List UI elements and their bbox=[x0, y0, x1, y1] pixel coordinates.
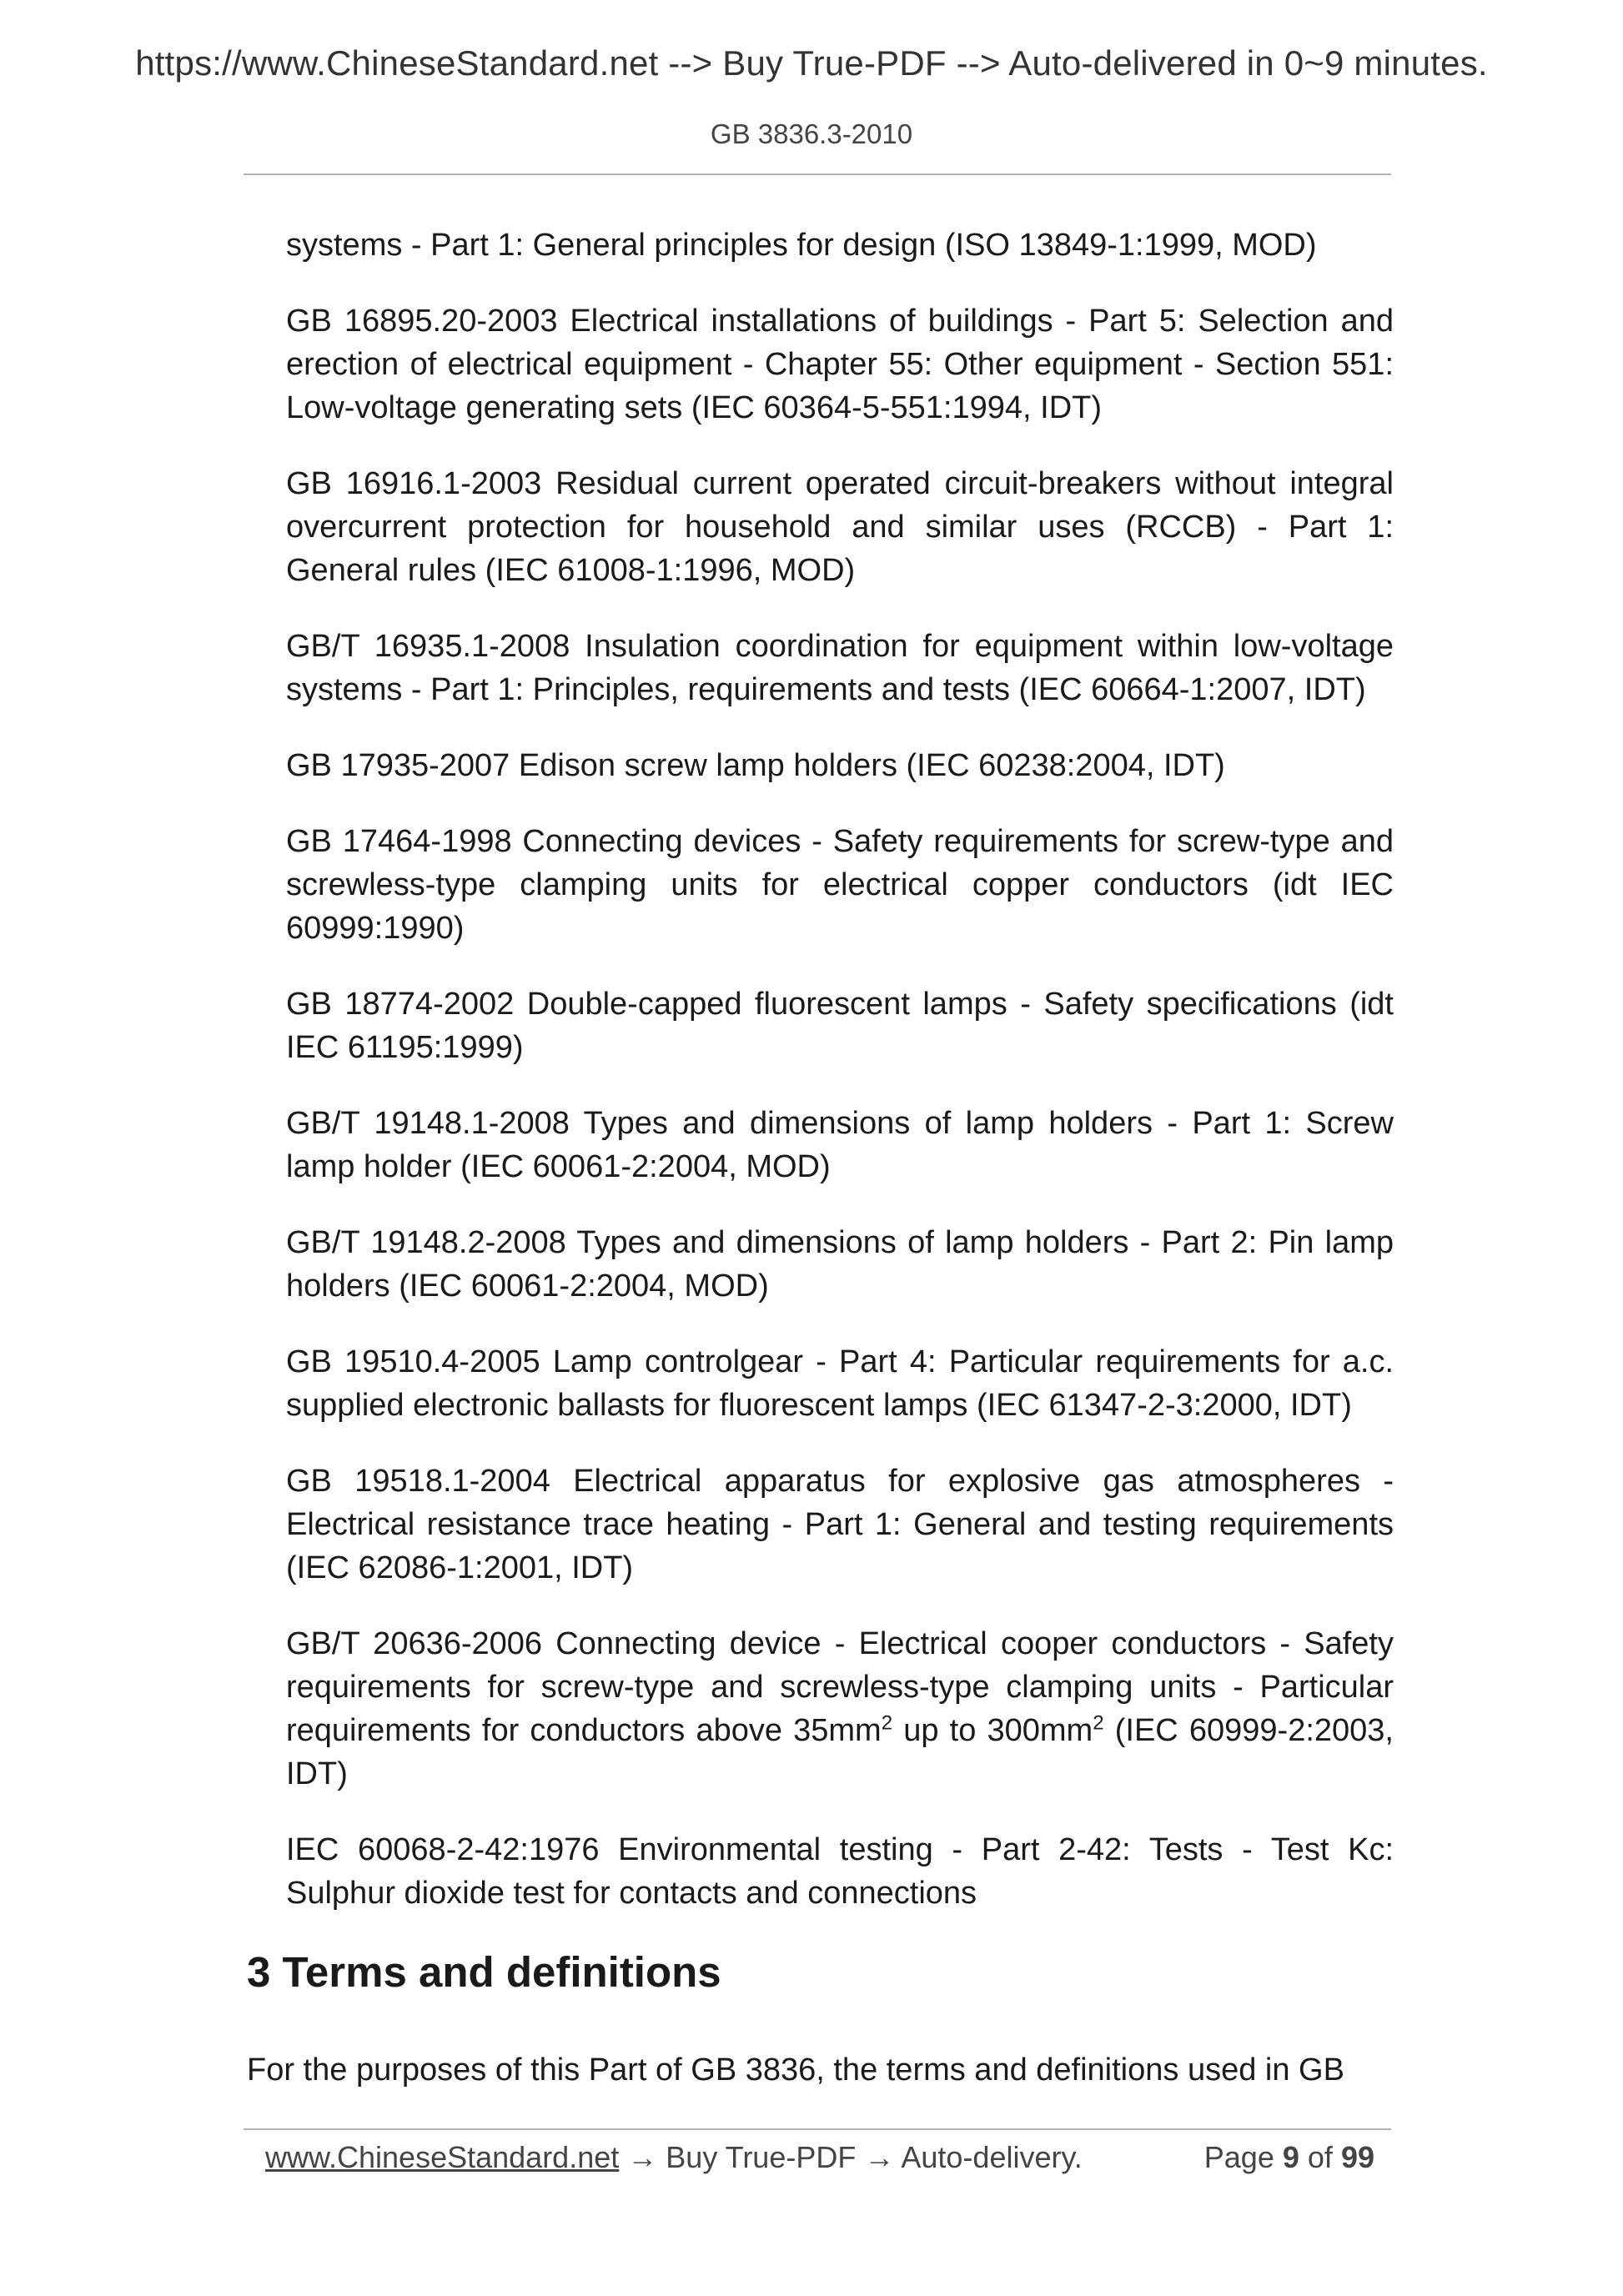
footer-divider bbox=[244, 2128, 1391, 2130]
reference-text: GB/T 20636-2006 Connecting device - Electrical cooper conductors - Safety requirements for screw-type and screwless-type clamping units - Particular requirements for conductors above 35mm bbox=[286, 1626, 1394, 1748]
reference-text: up to 300mm bbox=[892, 1713, 1093, 1748]
website-link[interactable]: www.ChineseStandard.net bbox=[265, 2140, 620, 2174]
reference-item: GB 19510.4-2005 Lamp controlgear - Part 4: Particular requirements for a.c. supplied electronic ballasts for fluorescent lamps (IEC 61347-2-3:2000, IDT) bbox=[286, 1344, 1394, 1423]
section-body-text: For the purposes of this Part of GB 3836, the terms and definitions used in GB bbox=[247, 2052, 1344, 2088]
reference-item: GB 16895.20-2003 Electrical installations of buildings - Part 5: Selection and erection of electrical equipment - Chapter 55: Other equipment - Section 551: Low-voltage generating sets (IEC 60364-5-551:1994, IDT) bbox=[286, 304, 1394, 425]
superscript: 2 bbox=[881, 1711, 893, 1735]
normative-references-list bbox=[286, 224, 1394, 1947]
header-divider bbox=[244, 173, 1391, 175]
reference-item: GB 19518.1-2004 Electrical apparatus for explosive gas atmospheres - Electrical resistance trace heating - Part 1: General and testing requirements (IEC 62086-1:2001, IDT) bbox=[286, 1464, 1394, 1585]
reference-item: IEC 60068-2-42:1976 Environmental testing - Part 2-42: Tests - Test Kc: Sulphur dioxide test for contacts and connections bbox=[286, 1832, 1394, 1911]
of-label: of bbox=[1307, 2140, 1333, 2174]
section-heading: 3 Terms and definitions bbox=[247, 1948, 721, 1996]
reference-item: GB 16916.1-2003 Residual current operated circuit-breakers without integral overcurrent protection for household and similar uses (RCCB) - Part 1: General rules (IEC 61008-1:1996, MOD) bbox=[286, 466, 1394, 588]
page-number bbox=[1204, 2140, 1374, 2175]
total-pages: 99 bbox=[1340, 2140, 1374, 2174]
buy-pdf-text: Buy True-PDF bbox=[666, 2140, 857, 2174]
reference-item: GB/T 16935.1-2008 Insulation coordination for equipment within low-voltage systems - Part 1: Principles, requirements and tests (IEC 60664-1:2007, IDT) bbox=[286, 629, 1394, 707]
arrow-icon: → bbox=[864, 2140, 895, 2174]
reference-item: systems - Part 1: General principles for design (ISO 13849-1:1999, MOD) bbox=[286, 228, 1317, 263]
auto-delivery-text: Auto-delivery. bbox=[901, 2140, 1083, 2174]
reference-text: (IEC 60999-2:2003, IDT) bbox=[286, 1713, 1394, 1791]
reference-item: GB 18774-2002 Double-capped fluorescent lamps - Safety specifications (idt IEC 61195:1999) bbox=[286, 987, 1394, 1065]
current-page: 9 bbox=[1282, 2140, 1299, 2174]
superscript: 2 bbox=[1093, 1711, 1104, 1735]
arrow-icon: → bbox=[627, 2140, 658, 2174]
page-label: Page bbox=[1203, 2140, 1274, 2174]
footer-links bbox=[265, 2140, 1083, 2175]
top-banner[interactable]: https://www.ChineseStandard.net --> Buy True-PDF --> Auto-delivered in 0~9 minutes. bbox=[135, 43, 1488, 83]
reference-item: GB/T 19148.2-2008 Types and dimensions of lamp holders - Part 2: Pin lamp holders (IEC 60061-2:2004, MOD) bbox=[286, 1225, 1394, 1304]
reference-item: GB 17935-2007 Edison screw lamp holders (IEC 60238:2004, IDT) bbox=[286, 748, 1225, 783]
reference-item: GB 17464-1998 Connecting devices - Safety requirements for screw-type and screwless-type clamping units for electrical copper conductors (idt IEC 60999:1990) bbox=[286, 824, 1394, 946]
page-footer bbox=[265, 2140, 1374, 2183]
document-code: GB 3836.3-2010 bbox=[710, 118, 913, 149]
reference-item-gbt-20636 bbox=[286, 1622, 1394, 1796]
reference-item: GB/T 19148.1-2008 Types and dimensions of lamp holders - Part 1: Screw lamp holder (IEC 60061-2:2004, MOD) bbox=[286, 1106, 1394, 1184]
